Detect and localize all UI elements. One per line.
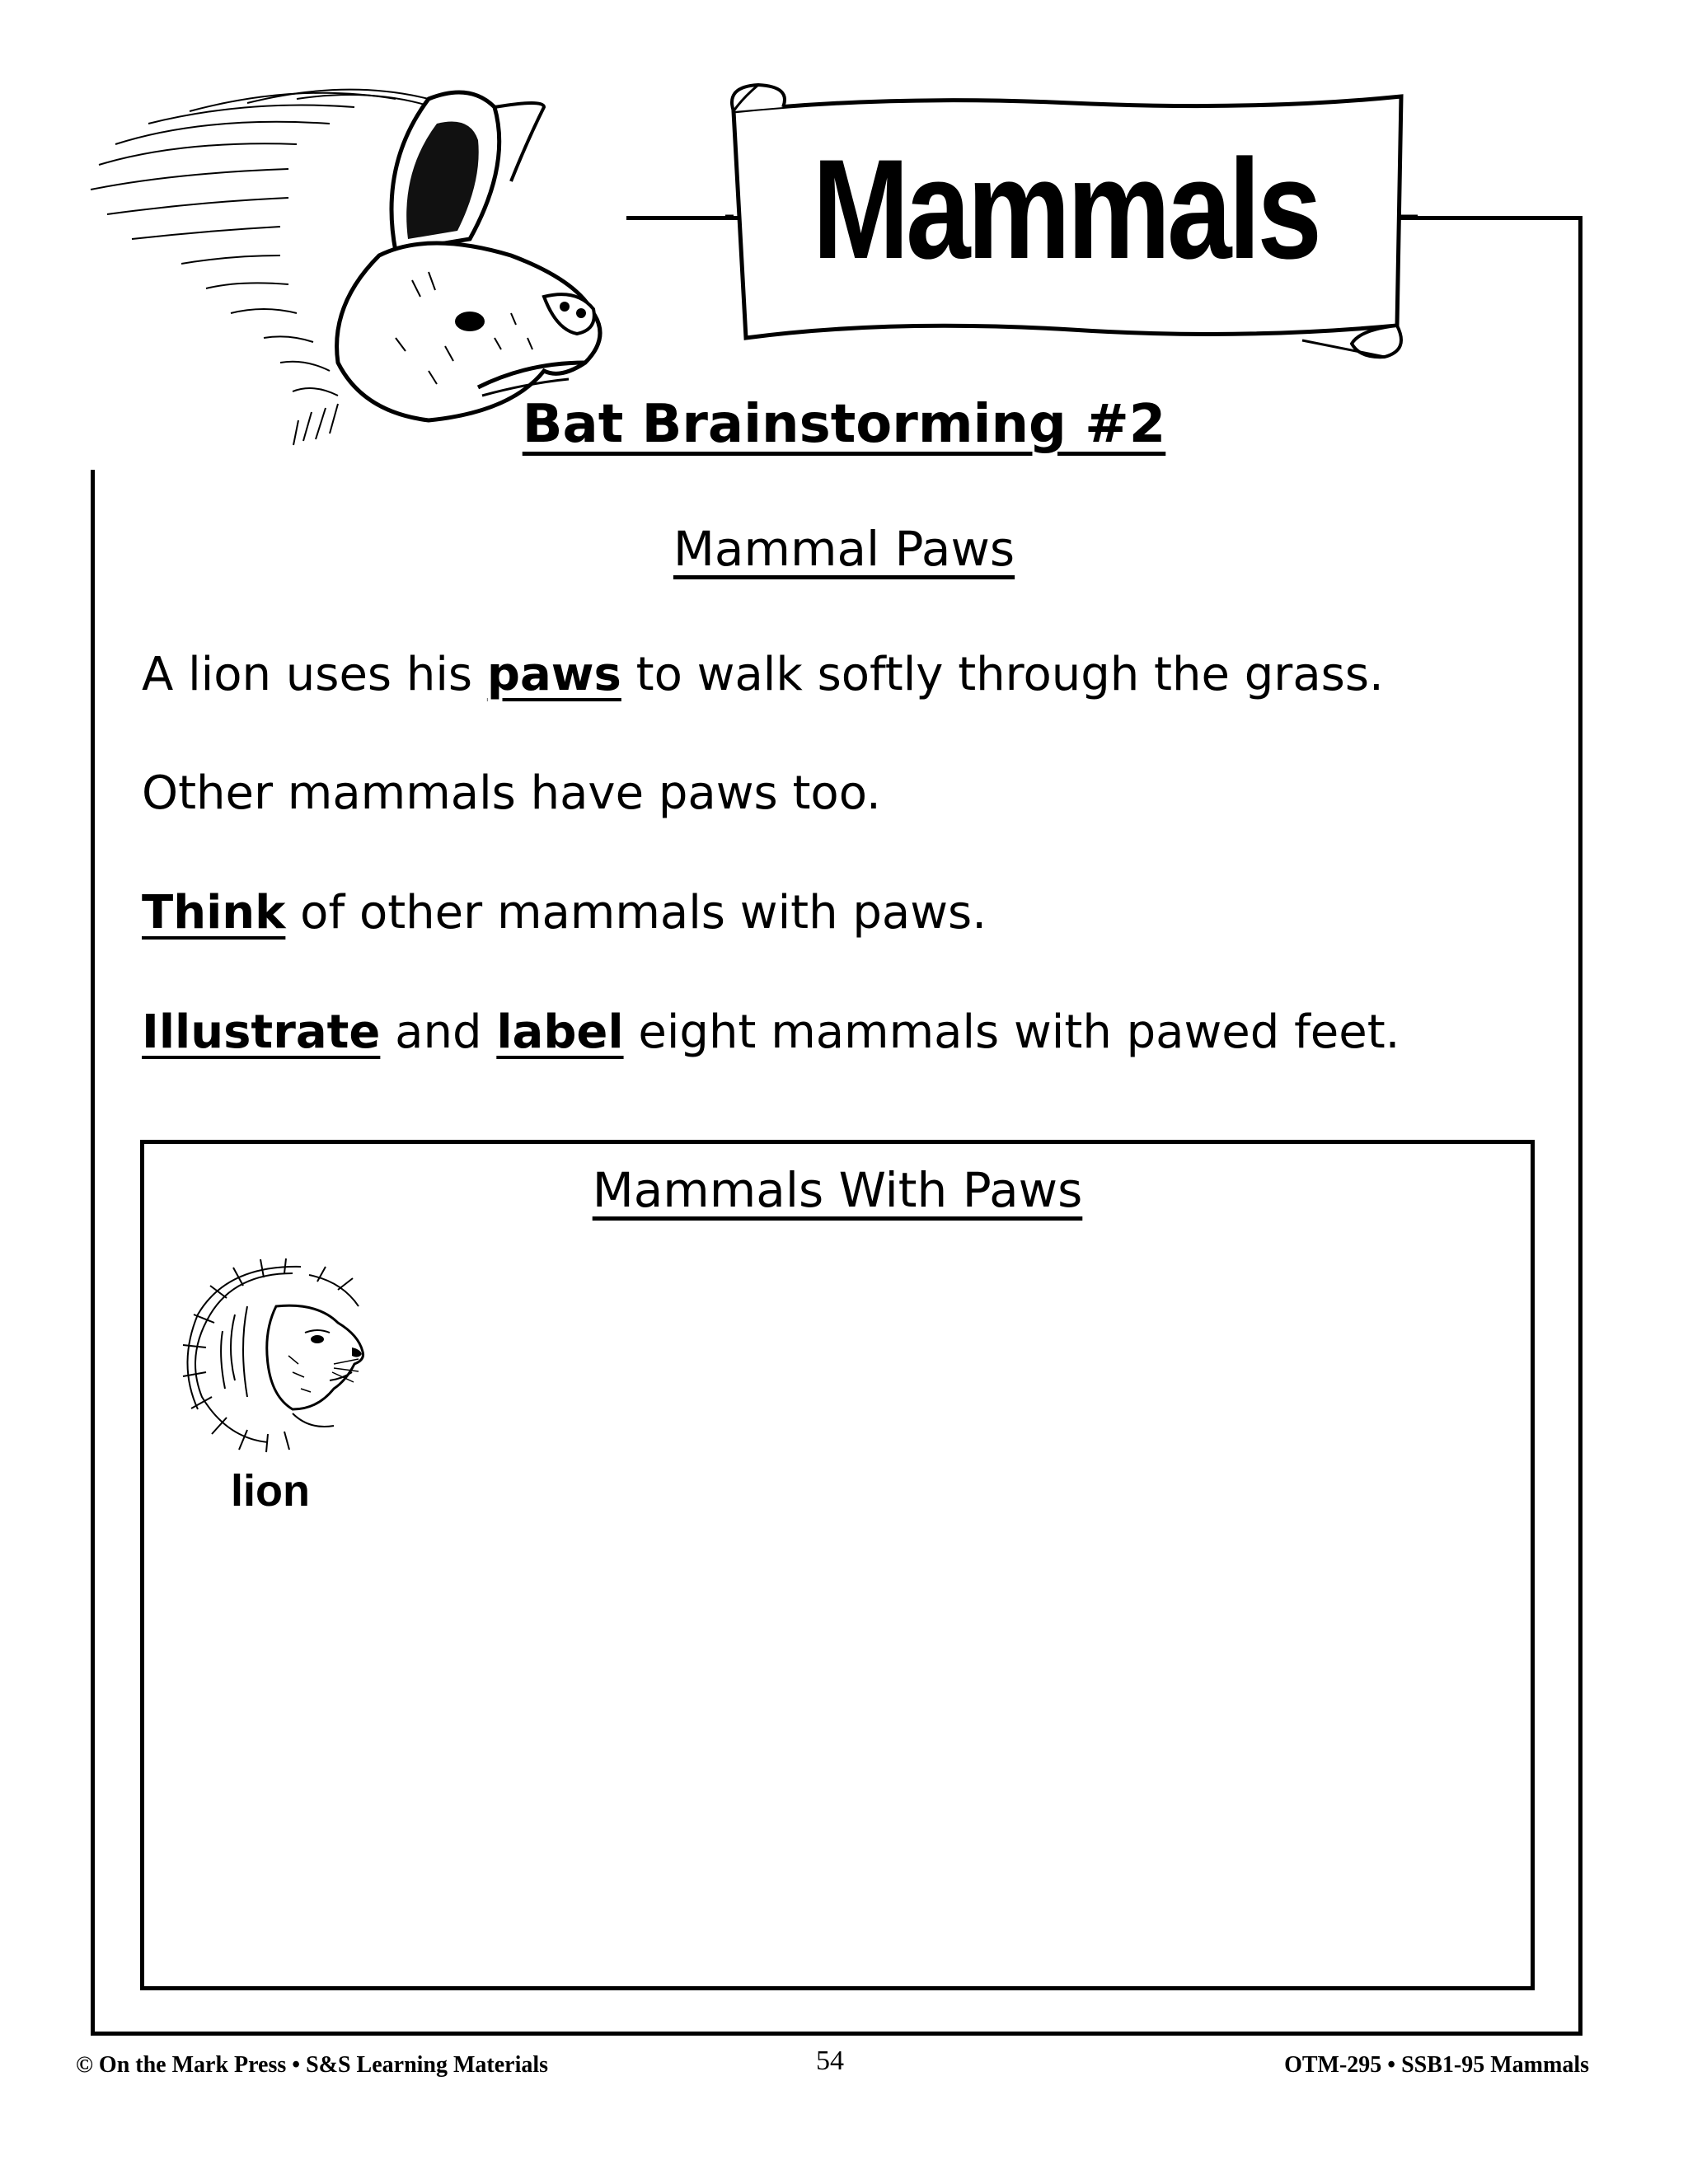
lion-head-icon [177,1257,400,1455]
line4-keyword-2: label [496,1005,624,1059]
line3-keyword: Think [142,886,286,940]
line1-pre: A lion uses his [142,648,487,701]
instruction-line-4 [142,1005,1400,1059]
footer-catalog: OTM-295 • SSB1-95 Mammals [1284,2052,1589,2078]
line4-keyword-1: Illustrate [142,1005,381,1059]
footer-copyright: © On the Mark Press • S&S Learning Materials [76,2052,549,2078]
line4-mid: and [380,1005,497,1059]
page-number: 54 [816,2046,844,2076]
page-title: Mammals [812,130,1319,288]
drawing-box-title: Mammals With Paws [592,1162,1083,1218]
worksheet-subtitle: Bat Brainstorming #2 [522,394,1166,455]
line1-keyword: paws [486,648,621,701]
line4-post: eight mammals with pawed feet. [623,1005,1400,1059]
instruction-line-2: Other mammals have paws too. [142,766,881,820]
section-title: Mammal Paws [673,521,1015,577]
line1-post: to walk softly through the grass. [621,648,1384,701]
instruction-line-3 [142,886,987,940]
instruction-line-1 [142,648,1384,701]
example-label: lion [231,1466,310,1516]
line3-post: of other mammals with paws. [285,886,987,940]
